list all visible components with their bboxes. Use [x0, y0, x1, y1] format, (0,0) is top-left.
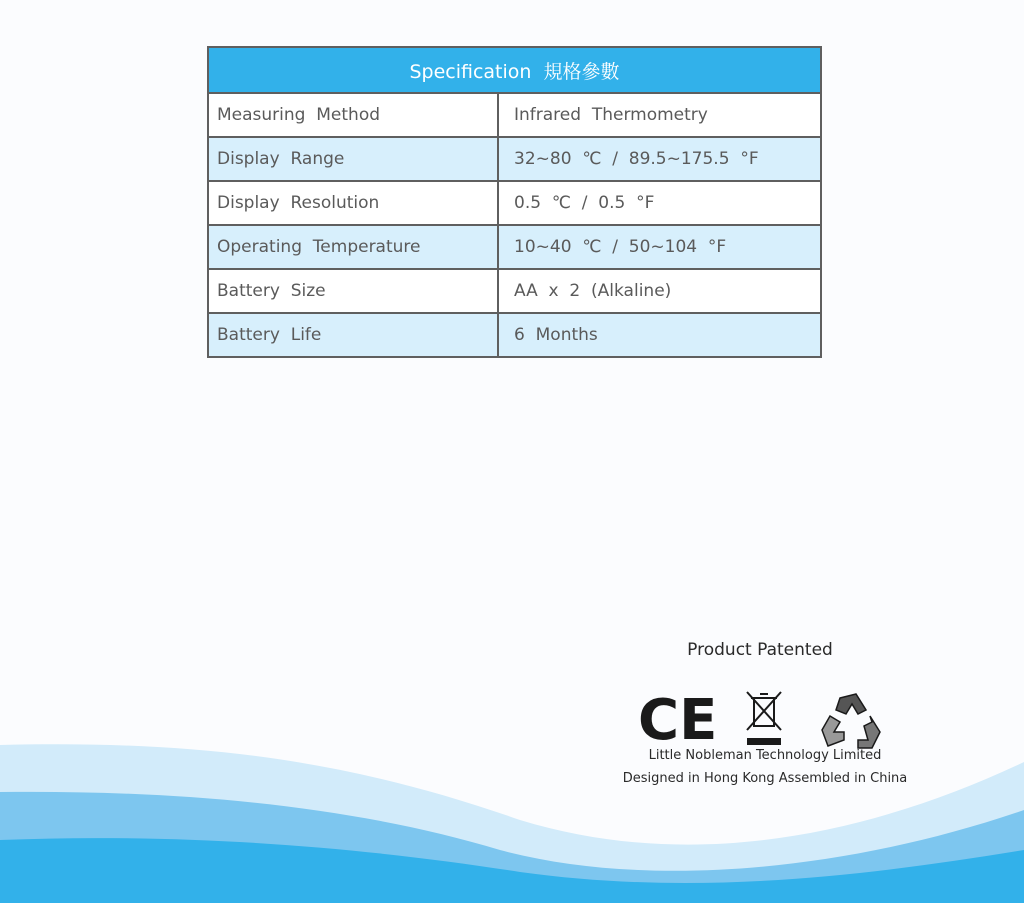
origin-text: Designed in Hong Kong Assembled in China: [622, 771, 908, 786]
row-value: 32~80 ℃ / 89.5~175.5 °F: [498, 137, 821, 181]
product-patented-text: Product Patented: [687, 640, 833, 660]
specification-table: [207, 46, 822, 358]
row-value: 10~40 ℃ / 50~104 °F: [498, 225, 821, 269]
table-row: [208, 181, 821, 225]
company-name: Little Nobleman Technology Limited: [648, 748, 882, 763]
ce-mark-text: CE: [638, 688, 718, 753]
row-label: Display Range: [208, 137, 498, 181]
certification-icons: [600, 660, 930, 753]
row-value: 6 Months: [498, 313, 821, 357]
table-row: [208, 269, 821, 313]
row-label: Battery Life: [208, 313, 498, 357]
row-value: Infrared Thermometry: [498, 93, 821, 137]
table-row: [208, 313, 821, 357]
recycle-icon: [818, 692, 884, 756]
footer-block: [600, 640, 930, 786]
row-label: Operating Temperature: [208, 225, 498, 269]
table-title: Specification 規格參數: [208, 47, 821, 93]
row-value: 0.5 ℃ / 0.5 °F: [498, 181, 821, 225]
row-label: Battery Size: [208, 269, 498, 313]
table-row: [208, 137, 821, 181]
table-row: [208, 225, 821, 269]
row-value: AA x 2 (Alkaline): [498, 269, 821, 313]
table-row: [208, 93, 821, 137]
row-label: Measuring Method: [208, 93, 498, 137]
ce-mark-icon: [638, 688, 718, 753]
weee-bin-icon: [743, 690, 785, 748]
row-label: Display Resolution: [208, 181, 498, 225]
